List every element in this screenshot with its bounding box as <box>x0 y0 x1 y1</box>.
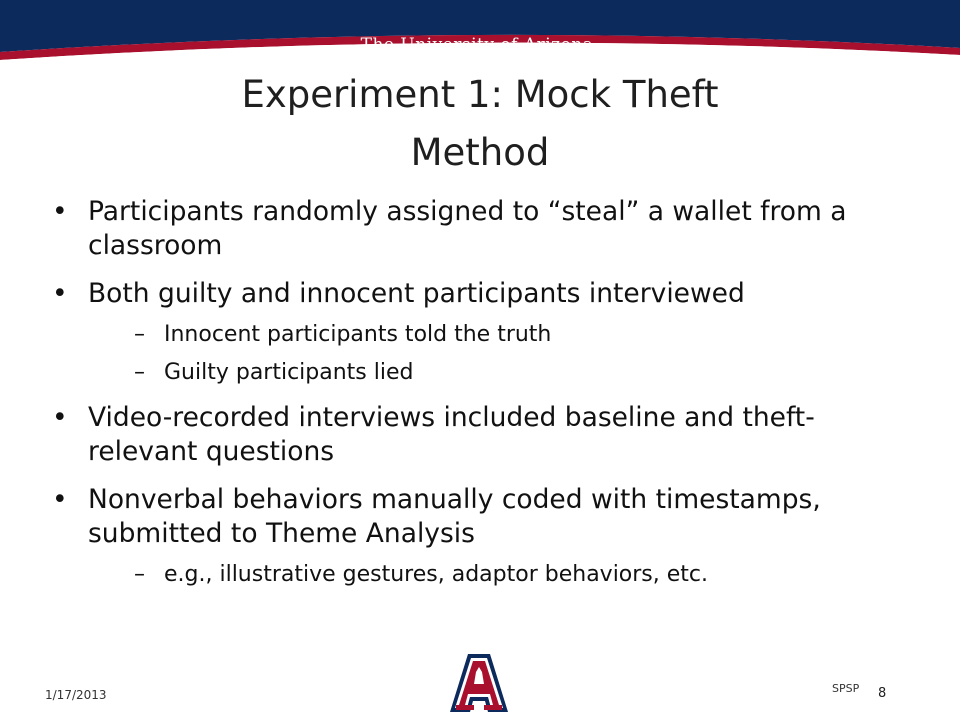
bullet-list <box>52 195 912 603</box>
bullet-icon: • <box>52 402 68 433</box>
bullet-icon: • <box>52 278 68 309</box>
bullet-item <box>52 195 912 263</box>
dash-icon: – <box>134 322 145 347</box>
title-line-2: Method <box>410 131 550 174</box>
dash-icon: – <box>134 562 145 587</box>
bullet-item <box>52 401 912 469</box>
bullet-icon: • <box>52 196 68 227</box>
sub-bullet-item <box>88 359 912 387</box>
footer-conference: SPSP <box>832 682 860 695</box>
sub-bullet-text: Guilty participants lied <box>164 360 414 385</box>
title-line-1: Experiment 1: Mock Theft <box>241 73 719 116</box>
dash-icon: – <box>134 360 145 385</box>
university-block-a-logo-icon <box>446 652 512 714</box>
bullet-text: Participants randomly assigned to “steal” a wallet from a classroom <box>88 196 847 261</box>
bullet-text: Nonverbal behaviors manually coded with timestamps, submitted to Theme Analysis <box>88 484 821 549</box>
bullet-text: Video-recorded interviews included baseline and theft-relevant questions <box>88 402 815 467</box>
university-name: The University of Arizona. <box>360 35 600 55</box>
slide-number: 8 <box>878 686 887 701</box>
sub-bullet-list <box>88 321 912 387</box>
sub-bullet-text: e.g., illustrative gestures, adaptor behaviors, etc. <box>164 562 709 587</box>
sub-bullet-item <box>88 561 912 589</box>
sub-bullet-item <box>88 321 912 349</box>
sub-bullet-list <box>88 561 912 589</box>
sub-bullet-text: Innocent participants told the truth <box>164 322 552 347</box>
bullet-text: Both guilty and innocent participants interviewed <box>88 278 745 309</box>
bullet-icon: • <box>52 484 68 515</box>
bullet-item <box>52 483 912 589</box>
bullet-item <box>52 277 912 387</box>
footer-date: 1/17/2013 <box>45 688 107 702</box>
slide-title <box>120 66 840 182</box>
